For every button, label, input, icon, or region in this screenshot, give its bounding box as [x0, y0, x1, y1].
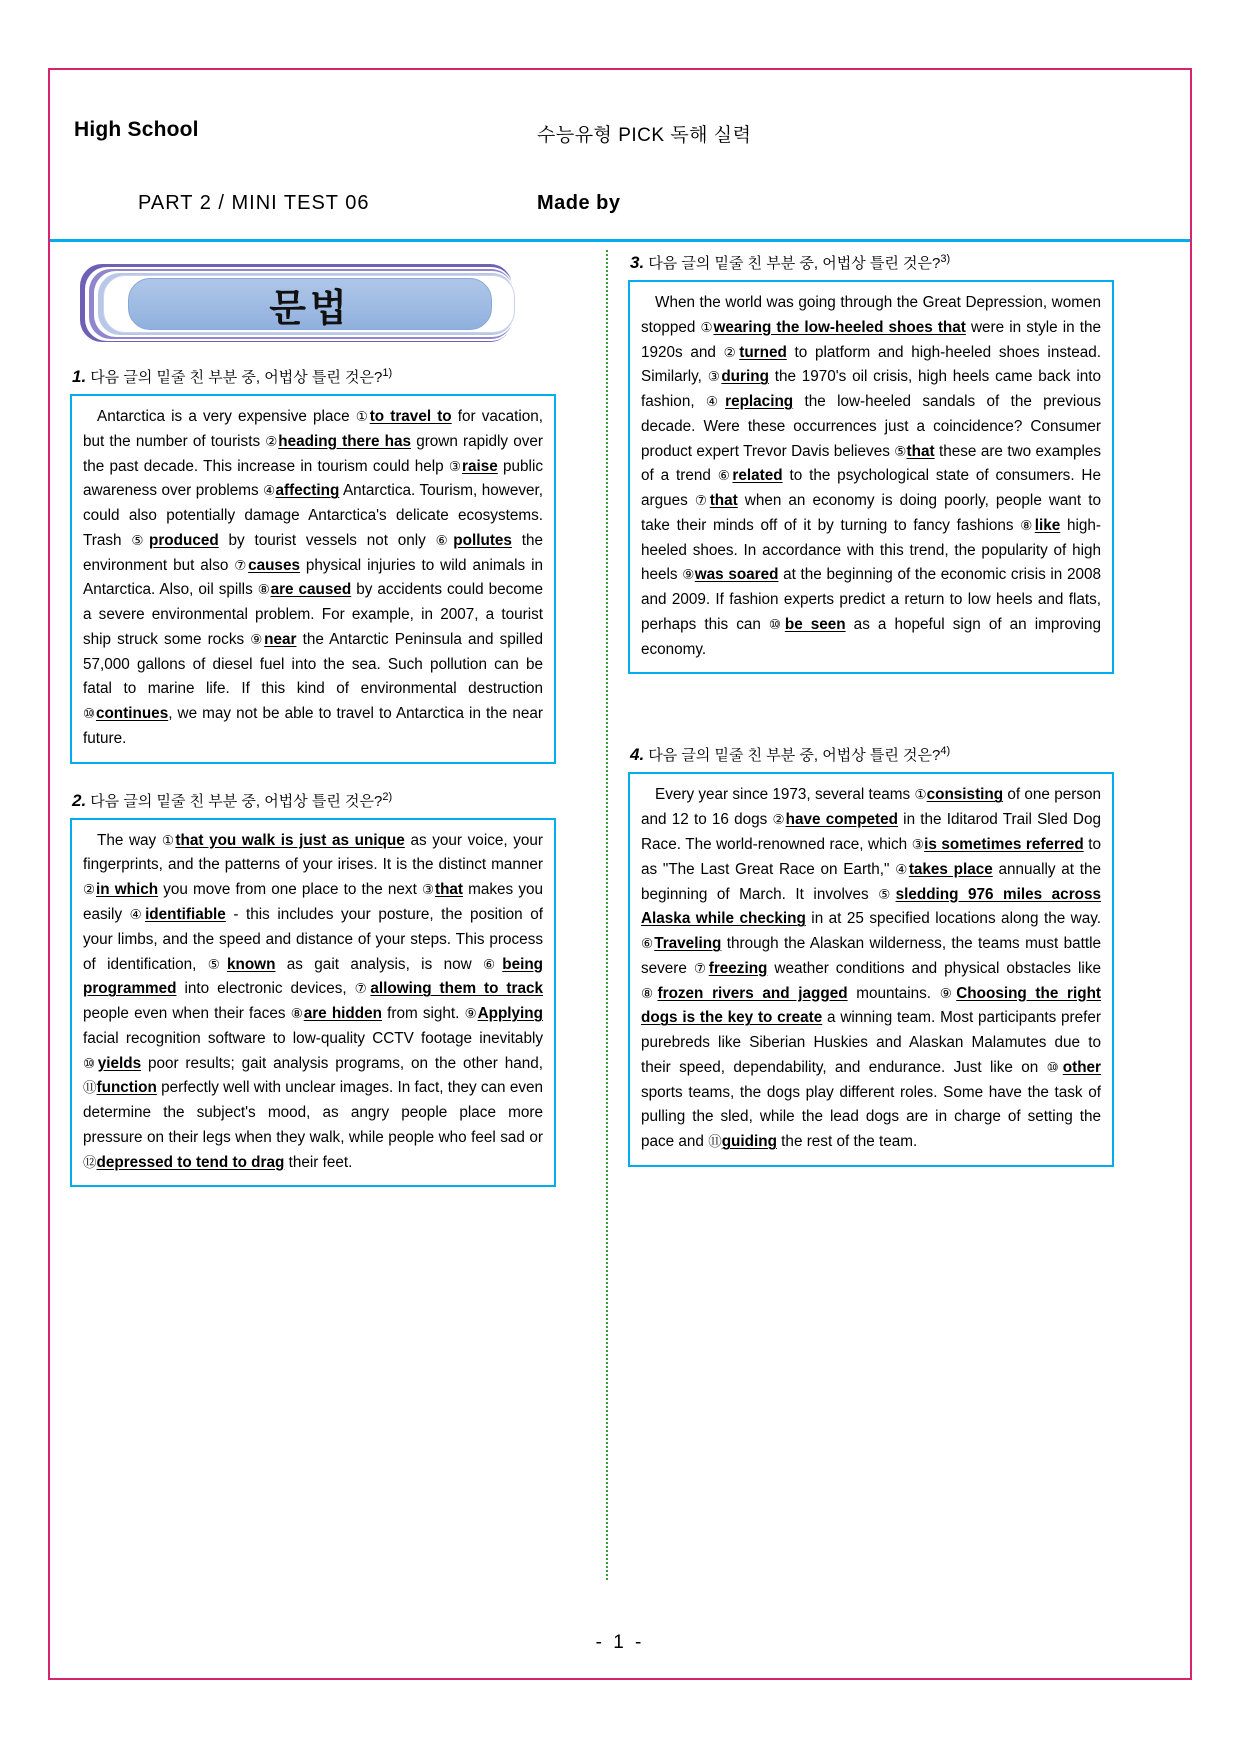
choice-marker: ⑦ [694, 493, 710, 509]
passage-text: as a hopeful sign of an improving economy. [641, 615, 1102, 658]
choice-marker: ⑨ [939, 985, 957, 1001]
passage-text: poor results; gait analysis programs, on the other hand, [141, 1054, 543, 1072]
choice-marker: ⑤ [131, 532, 149, 548]
passage-text: mountains. [847, 984, 940, 1002]
choice-marker: ② [265, 433, 279, 449]
passage-text: of one person and 12 to 16 dogs [641, 786, 1101, 829]
passage-text: people even when their faces [83, 1005, 291, 1023]
choice-marker: ⑫ [83, 1154, 97, 1170]
school-label: High School [74, 118, 199, 141]
question-3-prompt: 다음 글의 밑줄 친 부분 중, 어법상 틀린 것은? [648, 255, 941, 272]
choice-marker: ⑥ [641, 936, 655, 952]
choice-marker: ⑦ [234, 557, 249, 573]
choice-marker: ③ [707, 369, 722, 385]
passage-text: sports teams, the dogs play different roles. Some have the task of pulling the sled, while the lead dogs are in charge of setting the pace and [641, 1083, 1101, 1151]
choice-marker: ② [83, 882, 96, 898]
question-2-number: 2. [72, 790, 87, 810]
choice-marker: ④ [895, 861, 909, 877]
question-1-passage [70, 394, 556, 764]
underlined-choice: Applying [477, 1005, 543, 1023]
underlined-choice: during [721, 368, 769, 386]
underlined-choice: being programmed [83, 955, 544, 998]
underlined-choice: be seen [784, 615, 846, 633]
passage-text: Antarctica is a very expensive place [97, 408, 356, 425]
passage-text: Antarctica. Tourism, however, could also potentially damage Antarctica's delicate ecosystems. Trash [83, 482, 543, 549]
underlined-choice: related [732, 467, 783, 485]
choice-marker: ① [700, 319, 714, 335]
underlined-choice: was soared [694, 566, 779, 584]
passage-text: When the world was going through the Great Depression, women stopped [641, 294, 1101, 336]
underlined-choice: sledding 976 miles across Alaska while checking [641, 885, 1102, 928]
underlined-choice: allowing them to track [370, 980, 543, 998]
choice-marker: ① [914, 787, 927, 803]
passage-text: high-heeled shoes. In accordance with this trend, the popularity of high heels [641, 516, 1101, 584]
passage-text: public awareness over problems [83, 457, 544, 500]
choice-marker: ③ [421, 882, 435, 898]
content-columns [50, 242, 1190, 1622]
question-1-heading [72, 366, 556, 387]
question-2 [70, 790, 556, 1188]
choice-marker: ⑧ [1020, 517, 1035, 533]
passage-text: by accidents could become a severe environmental problem. For example, in 2007, a tourist ship struck some rocks [83, 581, 544, 648]
question-3-footnote: 3) [940, 253, 951, 265]
underlined-choice: affecting [275, 482, 340, 500]
choice-marker: ⑩ [83, 706, 96, 722]
underlined-choice: guiding [721, 1133, 777, 1151]
passage-text: by tourist vessels not only [218, 531, 436, 549]
question-2-footnote: 2) [382, 790, 393, 803]
choice-marker: ④ [705, 394, 726, 410]
passage-text: into electronic devices, [176, 980, 355, 998]
question-3 [628, 252, 1114, 674]
passage-text: grown rapidly over the past decade. This increase in tourism could help [83, 432, 543, 475]
underlined-choice: takes place [908, 860, 993, 878]
question-4-passage [628, 772, 1114, 1166]
left-column [70, 252, 556, 1213]
passage-text: a winning team. Most participants prefer purebreds like Siberian Huskies and Alaskan Malamutes due to their speed, dependability, and endurance. Just like on [641, 1009, 1101, 1076]
underlined-choice: that you walk is just as unique [175, 831, 405, 849]
choice-marker: ⑧ [641, 985, 658, 1001]
underlined-choice: pollutes [453, 531, 512, 549]
choice-marker: ⑥ [435, 532, 454, 548]
question-1-footnote: 1) [382, 367, 393, 379]
choice-marker: ⑩ [768, 616, 785, 632]
passage-text: to platform and high-heeled shoes instead. Similarly, [641, 343, 1101, 386]
passage-text: the Antarctic Peninsula and spilled 57,000 gallons of diesel fuel into the sea. Such pollution can be fatal to marine life. If this kind of environmental destruction [83, 630, 543, 698]
passage-text: the environment but also [83, 531, 543, 574]
underlined-choice: frozen rivers and jagged [657, 984, 848, 1002]
underlined-choice: produced [149, 531, 219, 549]
underlined-choice: have competed [785, 811, 898, 829]
choice-marker: ⑦ [693, 960, 709, 976]
underlined-choice: near [264, 630, 297, 648]
underlined-choice: yields [97, 1054, 142, 1072]
passage-text: the low-heeled sandals of the previous decade. Were these occurrences just a coincidence? Consumer product expert Trevor Davis believes [641, 393, 1101, 460]
choice-marker: ⑨ [250, 631, 265, 647]
choice-marker: ③ [448, 458, 463, 474]
passage-text: as gait analysis, is now [275, 955, 483, 973]
underlined-choice: identifiable [145, 906, 226, 924]
passage-text: in at 25 specified locations along the way. [805, 910, 1102, 928]
choice-marker: ⑦ [354, 981, 371, 997]
choice-marker: ⑤ [878, 886, 896, 902]
passage-text: weather conditions and physical obstacles like [767, 959, 1101, 977]
choice-marker: ⑧ [290, 1006, 304, 1022]
question-2-heading [72, 790, 556, 811]
choice-marker: ⑩ [83, 1055, 98, 1071]
passage-text: the rest of the team. [776, 1133, 918, 1151]
passage-text: annually at the beginning of March. It involves [641, 860, 1101, 903]
passage-text: when an economy is doing poorly, people want to take their minds off of it by turning to fancy fashions [641, 492, 1101, 534]
question-2-prompt: 다음 글의 밑줄 친 부분 중, 어법상 틀린 것은? [90, 792, 383, 810]
question-1-prompt: 다음 글의 밑줄 친 부분 중, 어법상 틀린 것은? [90, 369, 383, 386]
passage-text: to the psychological state of consumers. He argues [641, 467, 1101, 510]
passage-text: The way [97, 831, 162, 849]
passage-text: were in style in the 1920s and [641, 318, 1102, 361]
passage-text: at the beginning of the economic crisis in 2008 and 2009. If fashion experts predict a return to low heels and flats, perhaps this can [641, 566, 1101, 633]
page-header [50, 70, 1190, 242]
passage-text: facial recognition software to low-quality CCTV footage inevitably [83, 1029, 543, 1047]
book-title: 수능유형 PICK 독해 실력 [537, 125, 752, 146]
choice-marker: ③ [911, 837, 925, 853]
choice-marker: ② [723, 344, 740, 360]
passage-text: through the Alaskan wilderness, the teams must battle severe [641, 935, 1101, 977]
choice-marker: ⑨ [464, 1006, 478, 1022]
underlined-choice: are hidden [303, 1005, 382, 1023]
underlined-choice: depressed to tend to drag [96, 1153, 285, 1171]
passage-text: perfectly well with unclear images. In fact, they can even determine the subject's mood, as angry people place more pressure on their legs when they walk, while people who feel sad or [83, 1079, 543, 1146]
choice-marker: ④ [263, 483, 276, 499]
question-4-footnote: 4) [940, 745, 951, 758]
underlined-choice: known [226, 955, 276, 973]
choice-marker: ④ [129, 907, 146, 923]
question-1-number: 1. [72, 367, 87, 386]
choice-marker: ⑪ [83, 1080, 97, 1096]
underlined-choice: turned [739, 343, 787, 361]
underlined-choice: that [709, 492, 738, 510]
question-4 [628, 744, 1114, 1166]
question-4-heading [630, 744, 1114, 765]
underlined-choice: Traveling [654, 935, 722, 953]
choice-marker: ⑩ [1046, 1059, 1063, 1075]
underlined-choice: heading there has [278, 432, 412, 450]
passage-text: Every year since 1973, several teams [655, 786, 915, 804]
choice-marker: ① [355, 409, 370, 424]
underlined-choice: that [434, 881, 464, 899]
passage-text: you move from one place to the next [158, 881, 422, 899]
passage-text: the 1970's oil crisis, high heels came back into fashion, [641, 368, 1102, 411]
underlined-choice: is sometimes referred [924, 836, 1084, 854]
passage-text: as your voice, your fingerprints, and the patterns of your irises. It is the distinct manner [83, 831, 544, 874]
question-1 [70, 366, 556, 764]
underlined-choice: freezing [708, 959, 768, 977]
passage-text: physical injuries to wild animals in Antarctica. Also, oil spills [83, 556, 543, 599]
passage-text: - this includes your posture, the position of your limbs, and the speed and distance of your steps. This process of identification, [83, 906, 543, 973]
underlined-choice: like [1034, 516, 1061, 534]
passage-text: to as "The Last Great Race on Earth," [641, 836, 1102, 878]
underlined-choice: to travel to [369, 408, 452, 425]
underlined-choice: other [1062, 1058, 1101, 1076]
passage-text: makes you easily [83, 881, 543, 924]
question-2-passage [70, 818, 556, 1188]
passage-text: these are two examples of a trend [641, 442, 1102, 485]
question-3-number: 3. [630, 253, 645, 272]
choice-marker: ⑪ [708, 1134, 722, 1150]
passage-text: their feet. [284, 1153, 353, 1171]
question-3-heading [630, 252, 1114, 273]
page-number: - 1 - [595, 1632, 645, 1653]
underlined-choice: in which [96, 881, 159, 899]
underlined-choice: continues [95, 705, 169, 723]
choice-marker: ② [772, 812, 786, 828]
worksheet-page [48, 68, 1192, 1680]
right-column [628, 252, 1114, 1193]
underlined-choice: causes [248, 556, 300, 574]
part-label: PART 2 / MINI TEST 06 [138, 192, 370, 214]
section-banner-label: 문법 [269, 287, 351, 330]
passage-text: in the Iditarod Trail Sled Dog Race. The world-renowned race, which [641, 811, 1101, 854]
made-by-label: Made by [537, 192, 621, 214]
underlined-choice: function [96, 1079, 157, 1097]
underlined-choice: raise [462, 457, 498, 475]
question-4-prompt: 다음 글의 밑줄 친 부분 중, 어법상 틀린 것은? [648, 747, 941, 765]
underlined-choice: that [906, 442, 935, 460]
question-4-number: 4. [630, 745, 645, 765]
underlined-choice: replacing [725, 393, 794, 411]
choice-marker: ⑤ [207, 956, 227, 972]
underlined-choice: wearing the low-heeled shoes that [713, 318, 966, 336]
choice-marker: ⑧ [257, 582, 271, 598]
underlined-choice: are caused [270, 581, 352, 599]
column-divider [606, 250, 608, 1580]
passage-text: , we may not be able to travel to Antarctica in the near future. [83, 705, 544, 747]
section-banner [80, 260, 516, 344]
choice-marker: ① [161, 832, 176, 848]
passage-text: for vacation, but the number of tourists [83, 408, 543, 450]
choice-marker: ⑥ [483, 956, 503, 972]
question-3-passage [628, 280, 1114, 674]
underlined-choice: consisting [926, 786, 1004, 804]
passage-text: from sight. [381, 1005, 465, 1023]
underlined-choice: Choosing the right dogs is the key to create [641, 984, 1102, 1027]
choice-marker: ⑨ [682, 567, 695, 583]
choice-marker: ⑥ [717, 468, 733, 484]
choice-marker: ⑤ [894, 443, 907, 459]
